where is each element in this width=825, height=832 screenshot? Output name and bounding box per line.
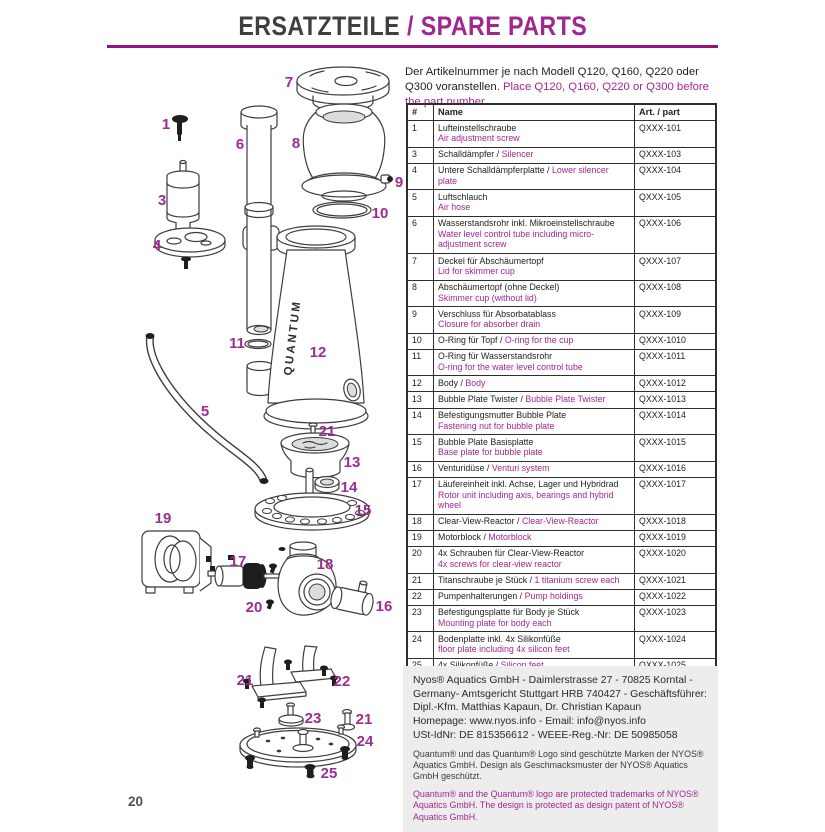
table-row xyxy=(407,477,716,514)
part-name-de: Lufteinstellschraube xyxy=(438,122,517,133)
part-article-number: QXXX-106 xyxy=(635,216,717,253)
trademark-notice-en: Quantum® and the Quantum® logo are protected trademarks of NYOS® Aquatics GmbH. The design is protected as design patent of NYOS® Aquatics GmbH. xyxy=(413,788,699,822)
part-article-number: QXXX-1013 xyxy=(635,392,717,408)
part-article-number: QXXX-1015 xyxy=(635,435,717,462)
table-row xyxy=(407,333,716,349)
part-name-cell xyxy=(434,254,635,281)
table-row xyxy=(407,349,716,376)
intro-text-de: Der Artikelnummer je nach Modell Q120, Q160, Q220 oder Q300 voranstellen. xyxy=(405,66,699,94)
part-article-number: QXXX-104 xyxy=(635,163,717,190)
oring-cup-drawing xyxy=(313,202,371,218)
table-row xyxy=(407,632,716,659)
table-row xyxy=(407,216,716,253)
part-name-en: floor plate including 4x silicon feet xyxy=(438,644,570,655)
floor-plate-drawing xyxy=(240,725,356,769)
part-name-de: Verschluss für Absorbatablass xyxy=(438,308,556,319)
part-name-de: Befestigungsplatte für Body je Stück xyxy=(438,607,580,618)
part-article-number: QXXX-108 xyxy=(635,280,717,307)
parts-table-body xyxy=(407,121,716,675)
part-name-en: Body xyxy=(465,377,486,388)
part-article-number: QXXX-101 xyxy=(635,121,717,148)
part-name-cell xyxy=(434,632,635,659)
part-name-de: Untere Schalldämpferplatte xyxy=(438,165,545,176)
table-row xyxy=(407,254,716,281)
silicon-foot-drawing xyxy=(305,764,316,778)
part-row-number: 11 xyxy=(407,349,434,376)
part-name-en: Venturi system xyxy=(491,463,550,474)
part-name-cell xyxy=(434,435,635,462)
part-name-en: Air hose xyxy=(438,202,471,213)
part-name-en: Pump holdings xyxy=(524,591,583,602)
skimmer-cup-drawing xyxy=(302,104,386,201)
part-name-en: Lid for skimmer cup xyxy=(438,266,515,277)
part-name-de: O-Ring für Wasserstandsrohr xyxy=(438,351,553,362)
table-row xyxy=(407,530,716,546)
part-article-number: QXXX-1012 xyxy=(635,376,717,392)
diagram-callout-5: 5 xyxy=(200,403,210,420)
table-row xyxy=(407,121,716,148)
diagram-callout-21: 21 xyxy=(318,423,336,440)
part-name-cell: Clear-View-Reactor / Clear-View-Reactor xyxy=(434,514,635,530)
table-row xyxy=(407,546,716,573)
part-article-number: QXXX-103 xyxy=(635,147,717,163)
table-row xyxy=(407,435,716,462)
part-name-de: Bodenplatte inkl. 4x Silikonfüße xyxy=(438,633,561,644)
pump-holding-right-drawing xyxy=(284,646,338,686)
part-name-de: Deckel für Abschäumertopf xyxy=(438,255,544,266)
part-row-number: 8 xyxy=(407,280,434,307)
part-name-en: Bubble Plate Twister xyxy=(525,393,606,404)
part-name-cell: Schalldämpfer / Silencer xyxy=(434,147,635,163)
table-row xyxy=(407,514,716,530)
part-row-number: 4 xyxy=(407,163,434,190)
page-number: 20 xyxy=(128,794,144,809)
diagram-callout-22: 22 xyxy=(333,673,351,690)
part-name-de: Schalldämpfer xyxy=(438,149,495,160)
table-row xyxy=(407,163,716,190)
part-article-number: QXXX-105 xyxy=(635,190,717,217)
part-name-de: Pumpenhalterungen xyxy=(438,591,518,602)
trademark-notice-de: Quantum® und das Quantum® Logo sind geschützte Marken der NYOS® Aquatics GmbH. Design als Geschmacksmuster der NYOS® Aquatics GmbH geschützt. xyxy=(413,748,704,782)
part-name-de: Motorblock xyxy=(438,532,482,543)
diagram-callout-7: 7 xyxy=(284,74,294,91)
part-name-en: Fastening nut for bubble plate xyxy=(438,420,555,431)
diagram-callout-15: 15 xyxy=(354,502,372,519)
part-name-en: Rotor unit including axis, bearings and hybrid wheel xyxy=(438,489,614,511)
diagram-callout-19: 19 xyxy=(154,510,172,527)
part-name-cell xyxy=(434,408,635,435)
parts-table xyxy=(406,103,717,676)
intro-text-en: Place Q120, Q160, Q220 or Q300 before the part number. xyxy=(405,81,709,108)
part-row-number: 17 xyxy=(407,477,434,514)
part-article-number: QXXX-1011 xyxy=(635,349,717,376)
part-row-number: 14 xyxy=(407,408,434,435)
part-name-cell: Body / Body xyxy=(434,376,635,392)
exploded-parts-diagram xyxy=(100,50,410,816)
col-header-name: Name xyxy=(434,104,635,121)
diagram-callout-6: 6 xyxy=(235,136,245,153)
page-title xyxy=(238,11,587,42)
company-tax-ids: USt-IdNr: DE 815356612 - WEEE-Reg.-Nr: DE 50985058 xyxy=(413,729,678,741)
part-name-en: Clear-View-Reactor xyxy=(521,516,599,527)
part-name-cell: Venturidüse / Venturi system xyxy=(434,461,635,477)
diagram-callout-11: 11 xyxy=(229,335,245,352)
part-name-cell xyxy=(434,190,635,217)
diagram-callout-3: 3 xyxy=(157,192,167,209)
part-article-number: QXXX-1020 xyxy=(635,546,717,573)
part-name-cell: O-Ring für Topf / O-ring for the cup xyxy=(434,333,635,349)
table-row xyxy=(407,376,716,392)
diagram-callout-24: 24 xyxy=(356,733,374,750)
part-article-number: QXXX-1018 xyxy=(635,514,717,530)
diagram-callout-17: 17 xyxy=(229,553,247,570)
diagram-callout-10: 10 xyxy=(371,205,389,222)
page-title-separator: / xyxy=(399,11,421,41)
part-name-de: Läufereinheit inkl. Achse, Lager und Hybridrad xyxy=(438,479,619,490)
part-name-cell: Motorblock / Motorblock xyxy=(434,530,635,546)
diagram-callout-9: 9 xyxy=(394,174,404,191)
part-row-number: 16 xyxy=(407,461,434,477)
air-screw-drawing xyxy=(172,115,188,141)
diagram-callout-18: 18 xyxy=(316,556,334,573)
part-row-number: 24 xyxy=(407,632,434,659)
bubble-plate-twister-drawing xyxy=(281,433,349,478)
table-row xyxy=(407,307,716,334)
part-name-en: 1 titanium screw each xyxy=(534,575,620,586)
table-row xyxy=(407,190,716,217)
part-row-number: 3 xyxy=(407,147,434,163)
part-name-de: 4x Schrauben für Clear-View-Reactor xyxy=(438,548,585,559)
lower-silencer-plate-drawing xyxy=(152,228,225,269)
part-name-en: O-ring for the cup xyxy=(504,335,574,346)
company-info xyxy=(413,674,708,743)
part-article-number: QXXX-1022 xyxy=(635,589,717,605)
table-row xyxy=(407,589,716,605)
part-article-number: QXXX-109 xyxy=(635,307,717,334)
company-homepage: Homepage: www.nyos.info - Email: info@nyos.info xyxy=(413,716,646,728)
part-row-number: 10 xyxy=(407,333,434,349)
part-article-number: QXXX-1017 xyxy=(635,477,717,514)
part-article-number: QXXX-1014 xyxy=(635,408,717,435)
diagram-callout-12: 12 xyxy=(309,344,327,361)
footer-box xyxy=(403,666,718,832)
diagram-callout-14: 14 xyxy=(340,479,358,496)
part-name-de: Wasserstandsrohr inkl. Mikroeinstellschraube xyxy=(438,218,615,229)
venturi-drawing xyxy=(329,575,377,616)
part-name-cell xyxy=(434,546,635,573)
part-name-en: Lower silencer plate xyxy=(438,165,609,186)
diagram-callout-25: 25 xyxy=(320,765,338,782)
part-row-number: 9 xyxy=(407,307,434,334)
diagram-callout-21: 21 xyxy=(355,711,373,728)
part-row-number: 21 xyxy=(407,573,434,589)
mounting-plate-drawing xyxy=(279,703,303,726)
part-name-cell: Untere Schalldämpferplatte / Lower silencer plate xyxy=(434,163,635,190)
part-article-number: QXXX-1024 xyxy=(635,632,717,659)
part-name-cell xyxy=(434,477,635,514)
part-name-de: Bubble Plate Twister xyxy=(438,393,519,404)
col-header-num: # xyxy=(407,104,434,121)
diagram-callout-8: 8 xyxy=(291,135,301,152)
part-row-number: 5 xyxy=(407,190,434,217)
part-article-number: QXXX-107 xyxy=(635,254,717,281)
diagram-callout-23: 23 xyxy=(304,710,322,727)
part-name-en: Skimmer cup (without lid) xyxy=(438,292,537,303)
part-name-en: 4x screws for clear-view reactor xyxy=(438,559,562,570)
table-header-row xyxy=(407,104,716,121)
diagram-callout-13: 13 xyxy=(343,454,361,471)
table-row xyxy=(407,147,716,163)
motorblock-drawing xyxy=(142,531,215,593)
table-row xyxy=(407,408,716,435)
part-row-number: 13 xyxy=(407,392,434,408)
table-row xyxy=(407,461,716,477)
table-row xyxy=(407,392,716,408)
part-name-de: Befestigungsmutter Bubble Plate xyxy=(438,410,567,421)
part-row-number: 19 xyxy=(407,530,434,546)
part-row-number: 20 xyxy=(407,546,434,573)
part-name-cell: Titanschraube je Stück / 1 titanium screw each xyxy=(434,573,635,589)
part-name-de: Venturidüse xyxy=(438,463,485,474)
part-name-de: Bubble Plate Basisplatte xyxy=(438,436,534,447)
water-level-tube-drawing xyxy=(241,106,277,335)
part-name-en: Air adjustment screw xyxy=(438,133,520,144)
part-name-en: Mounting plate for body each xyxy=(438,617,552,628)
page-title-de: ERSATZTEILE xyxy=(238,11,400,41)
part-row-number: 7 xyxy=(407,254,434,281)
part-name-de: O-Ring für Topf xyxy=(438,335,498,346)
header-rule xyxy=(107,45,718,48)
part-article-number: QXXX-1021 xyxy=(635,573,717,589)
part-article-number: QXXX-1016 xyxy=(635,461,717,477)
part-name-en: Base plate for bubble plate xyxy=(438,447,543,458)
part-row-number: 15 xyxy=(407,435,434,462)
part-name-de: Clear-View-Reactor xyxy=(438,516,515,527)
part-name-cell: Bubble Plate Twister / Bubble Plate Twister xyxy=(434,392,635,408)
body-brand-label: QUANTUM xyxy=(282,299,304,377)
diagram-callout-20: 20 xyxy=(245,599,263,616)
part-row-number: 6 xyxy=(407,216,434,253)
part-article-number: QXXX-1019 xyxy=(635,530,717,546)
part-row-number: 1 xyxy=(407,121,434,148)
page-header xyxy=(0,11,825,42)
col-header-art: Art. / part xyxy=(635,104,717,121)
part-name-cell xyxy=(434,349,635,376)
part-name-en: O-ring for the water level control tube xyxy=(438,361,583,372)
part-name-cell xyxy=(434,307,635,334)
part-article-number: QXXX-1023 xyxy=(635,605,717,632)
part-article-number: QXXX-1010 xyxy=(635,333,717,349)
body-drawing xyxy=(264,250,368,429)
part-name-en: Silencer xyxy=(501,149,534,160)
part-row-number: 22 xyxy=(407,589,434,605)
company-address: Nyos® Aquatics GmbH - Daimlerstrasse 27 - 70825 Korntal - Germany- Amtsgericht Stuttgart HRB 740427 - Geschäftsführer: Dipl.-Kfm. Matthias Kapaun, Dr. Christian Kapaun xyxy=(413,675,707,714)
closure-drawing xyxy=(381,175,393,183)
part-row-number: 23 xyxy=(407,605,434,632)
part-row-number: 12 xyxy=(407,376,434,392)
part-name-en: Motorblock xyxy=(488,532,532,543)
part-row-number: 18 xyxy=(407,514,434,530)
diagram-callout-16: 16 xyxy=(375,598,393,615)
part-name-en: Water level control tube including micro-adjustment screw xyxy=(438,228,595,250)
table-row xyxy=(407,280,716,307)
part-name-de: Luftschlauch xyxy=(438,191,488,202)
base-plate-drawing xyxy=(255,493,369,530)
part-name-de: Titanschraube je Stück xyxy=(438,575,528,586)
table-row xyxy=(407,605,716,632)
diagram-callout-4: 4 xyxy=(152,237,162,254)
part-name-de: Abschäumertopf (ohne Deckel) xyxy=(438,282,560,293)
part-name-cell: Pumpenhalterungen / Pump holdings xyxy=(434,589,635,605)
diagram-callout-1: 1 xyxy=(161,116,171,133)
part-name-cell xyxy=(434,605,635,632)
page-title-en: SPARE PARTS xyxy=(420,11,587,41)
part-name-de: Body xyxy=(438,377,459,388)
diagram-callout-21: 21 xyxy=(236,672,254,689)
part-name-cell xyxy=(434,216,635,253)
part-name-en: Closure for absorber drain xyxy=(438,319,541,330)
table-row xyxy=(407,573,716,589)
part-name-cell xyxy=(434,280,635,307)
part-name-cell xyxy=(434,121,635,148)
